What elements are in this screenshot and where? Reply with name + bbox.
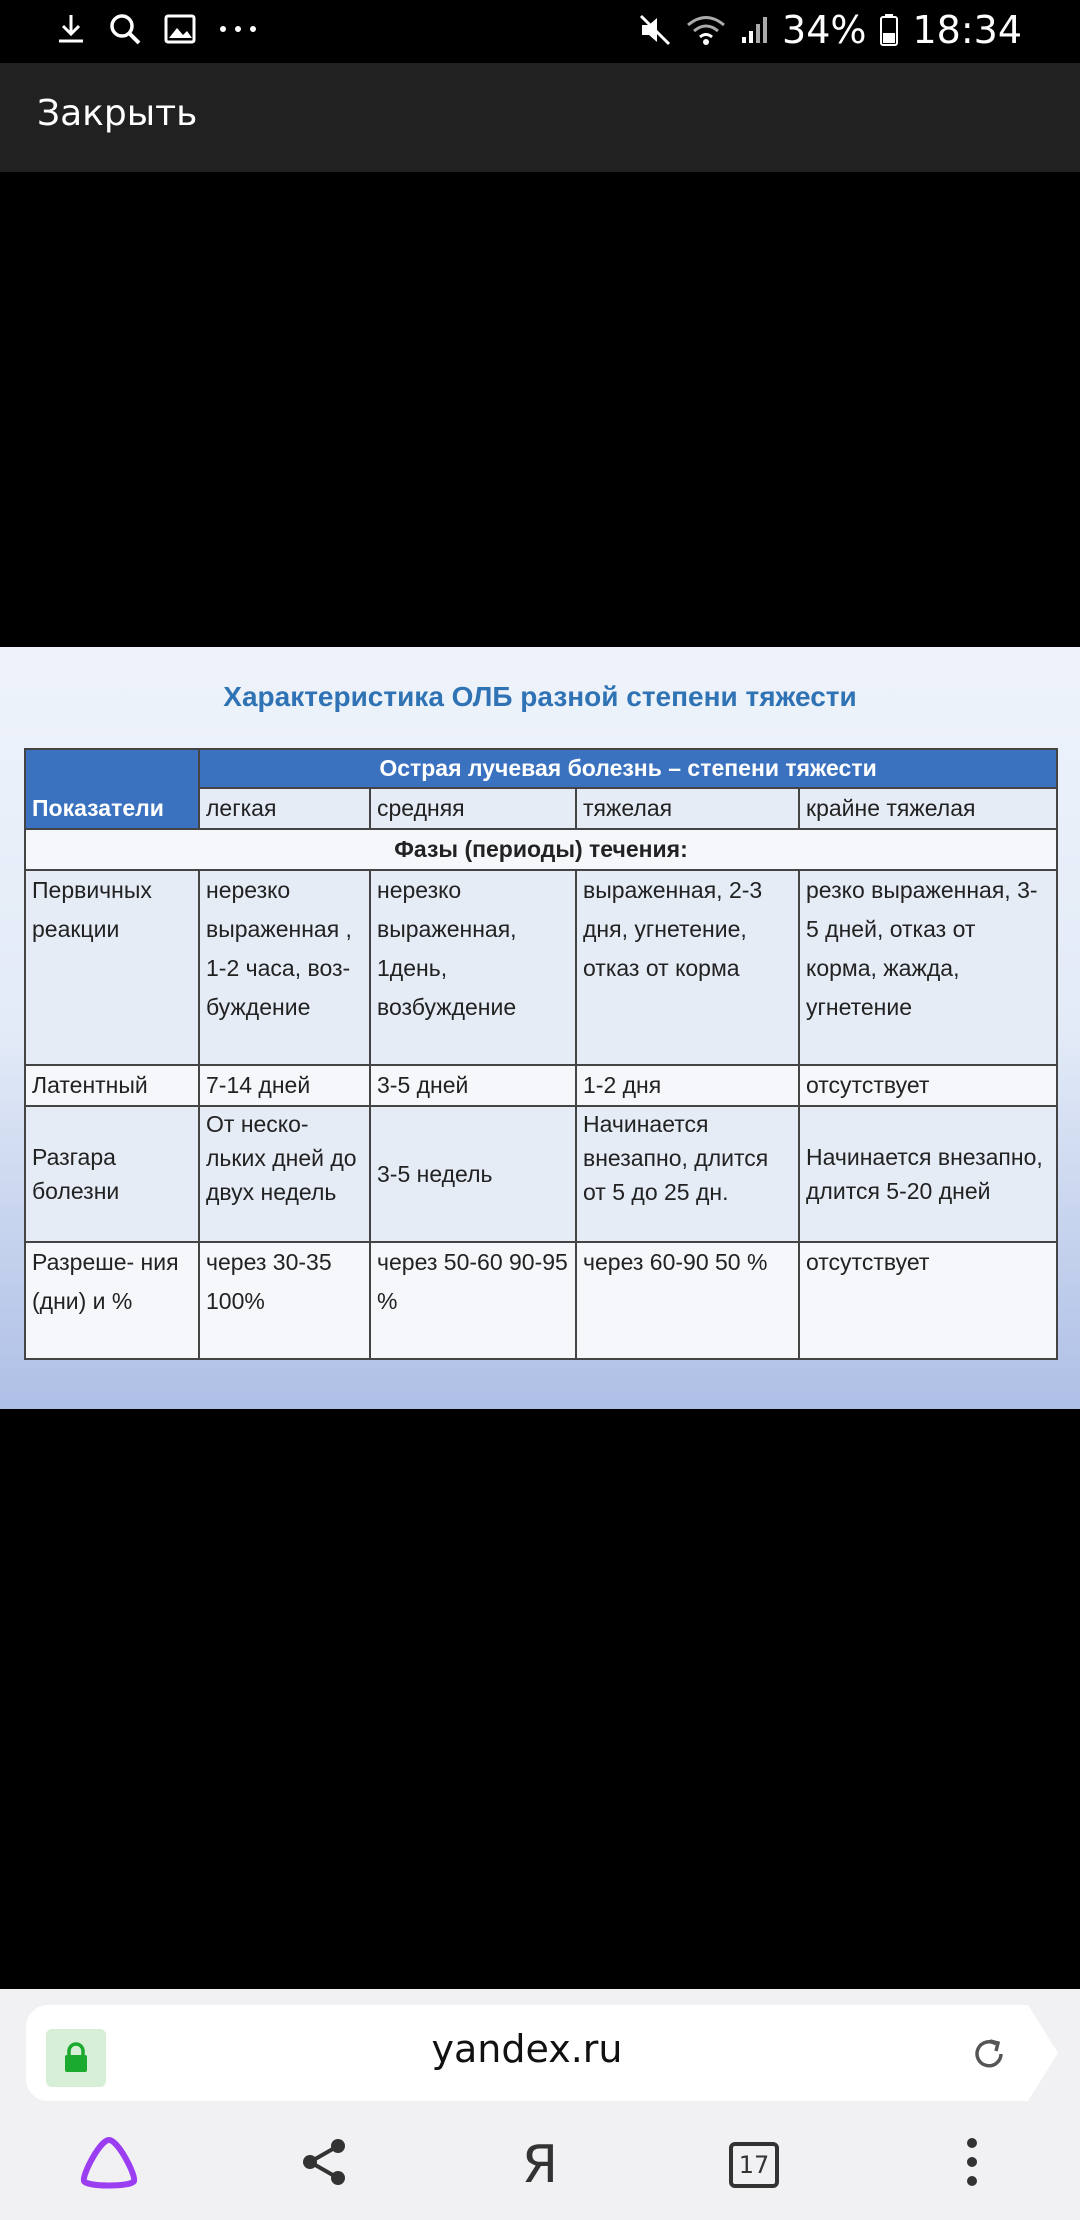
table-cell: отсутствует bbox=[799, 1065, 1057, 1106]
table-row bbox=[25, 1242, 1057, 1359]
battery-percent: 34% bbox=[782, 8, 867, 52]
table-cell: отсутствует bbox=[799, 1242, 1057, 1359]
signal-icon bbox=[740, 15, 768, 45]
alice-button[interactable] bbox=[54, 2109, 164, 2220]
share-button[interactable] bbox=[269, 2109, 379, 2220]
mute-icon bbox=[638, 13, 672, 47]
tabs-count: 17 bbox=[729, 2142, 779, 2188]
table-cell: От неско- льких дней до двух недель bbox=[199, 1106, 370, 1242]
close-button[interactable]: Закрыть bbox=[37, 93, 198, 134]
column-header: тяжелая bbox=[576, 788, 799, 829]
table-cell: выраженная, 2-3 дня, угнетение, отказ от корма bbox=[576, 870, 799, 1065]
download-icon bbox=[56, 13, 86, 45]
table-cell: через 50-60 90-95 % bbox=[370, 1242, 576, 1359]
more-icon bbox=[218, 24, 258, 34]
image-title: Характеристика ОЛБ разной степени тяжести bbox=[223, 681, 857, 712]
table-cell: Начинается внезапно, длится от 5 до 25 дн. bbox=[576, 1106, 799, 1242]
menu-button[interactable] bbox=[917, 2109, 1027, 2220]
table-cell: Начинается внезапно, длится 5-20 дней bbox=[799, 1106, 1057, 1242]
status-icons-right bbox=[638, 8, 1022, 52]
reload-icon[interactable] bbox=[970, 2035, 1008, 2078]
wifi-icon bbox=[686, 14, 726, 46]
row-label: Разгара болезни bbox=[25, 1106, 199, 1242]
table-cell: 3-5 недель bbox=[370, 1106, 576, 1242]
table-row bbox=[25, 870, 1057, 1065]
image-viewer[interactable] bbox=[0, 172, 1080, 1989]
row-label: Первичных реакции bbox=[25, 870, 199, 1065]
image-icon bbox=[164, 14, 196, 44]
bottom-navigation bbox=[0, 2109, 1080, 2220]
yandex-button[interactable] bbox=[485, 2109, 595, 2220]
tabs-button[interactable] bbox=[699, 2109, 809, 2220]
corner-header: Показатели bbox=[25, 749, 199, 829]
column-header: легкая bbox=[199, 788, 370, 829]
more-vertical-icon bbox=[966, 2137, 978, 2192]
address-bar[interactable] bbox=[26, 2005, 1028, 2101]
table-row bbox=[25, 1106, 1057, 1242]
column-header: крайне тяжелая bbox=[799, 788, 1057, 829]
table-cell: 3-5 дней bbox=[370, 1065, 576, 1106]
group-header: Острая лучевая болезнь – степени тяжести bbox=[199, 749, 1057, 788]
alice-icon bbox=[78, 2135, 140, 2194]
yandex-letter: Я bbox=[521, 2134, 559, 2195]
viewer-toolbar bbox=[0, 63, 1080, 172]
table-cell: нерезко выраженная, 1день, возбуждение bbox=[370, 870, 576, 1065]
url-text[interactable]: yandex.ru bbox=[431, 2027, 623, 2071]
status-bar bbox=[0, 0, 1080, 63]
address-bar-area bbox=[0, 1989, 1080, 2109]
battery-icon bbox=[880, 14, 898, 46]
table-cell: 7-14 дней bbox=[199, 1065, 370, 1106]
viewed-image bbox=[0, 647, 1080, 1409]
phase-header: Фазы (периоды) течения: bbox=[25, 829, 1057, 870]
row-label: Латентный bbox=[25, 1065, 199, 1106]
table-cell: нерезко выраженная , 1-2 часа, воз- буждение bbox=[199, 870, 370, 1065]
table-cell: 1-2 дня bbox=[576, 1065, 799, 1106]
table-cell: резко выраженная, 3-5 дней, отказ от корма, жажда, угнетение bbox=[799, 870, 1057, 1065]
table-row bbox=[25, 1065, 1057, 1106]
clock: 18:34 bbox=[912, 8, 1022, 52]
column-header: средняя bbox=[370, 788, 576, 829]
table-cell: через 60-90 50 % bbox=[576, 1242, 799, 1359]
table-cell: через 30-35 100% bbox=[199, 1242, 370, 1359]
row-label: Разреше- ния (дни) и % bbox=[25, 1242, 199, 1359]
search-icon bbox=[108, 12, 142, 46]
olb-table bbox=[24, 748, 1058, 1360]
status-icons-left bbox=[56, 12, 258, 46]
share-icon bbox=[300, 2137, 348, 2192]
